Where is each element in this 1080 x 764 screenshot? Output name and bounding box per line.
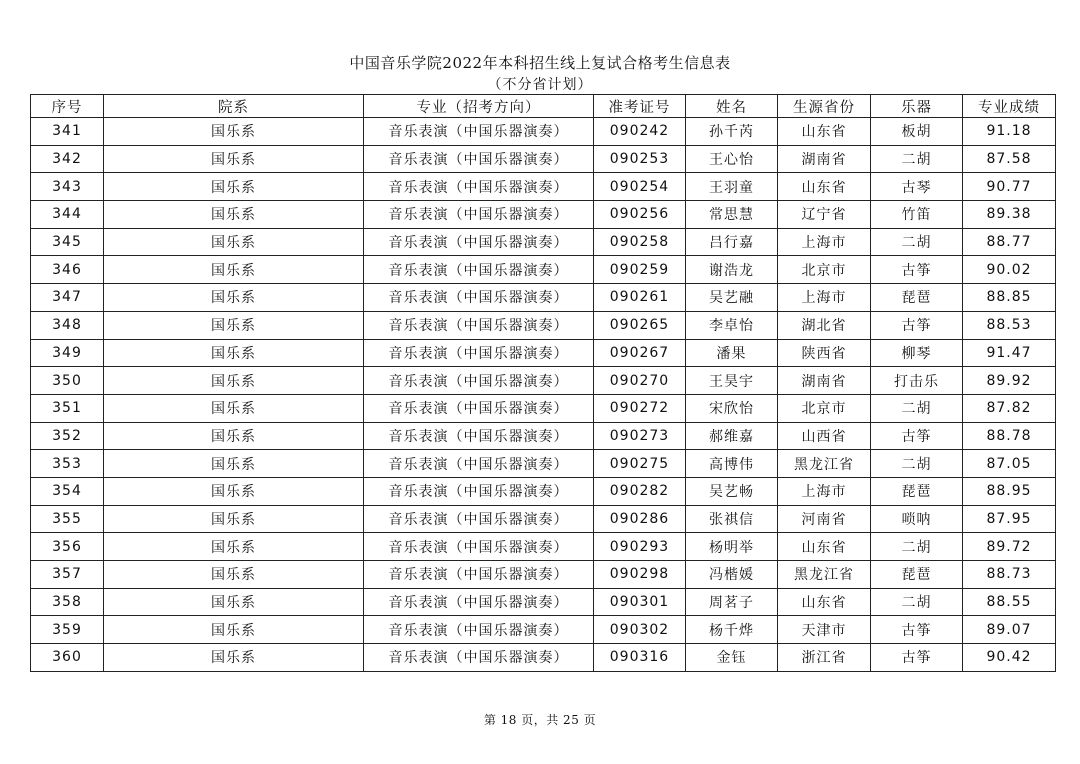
cell-score: 88.85 xyxy=(963,284,1056,312)
cell-major: 音乐表演（中国乐器演奏） xyxy=(364,201,594,229)
cell-index: 342 xyxy=(31,145,104,173)
cell-name: 冯楷媛 xyxy=(686,561,778,589)
cell-score: 88.73 xyxy=(963,561,1056,589)
cell-index: 353 xyxy=(31,450,104,478)
cell-index: 359 xyxy=(31,616,104,644)
cell-major: 音乐表演（中国乐器演奏） xyxy=(364,450,594,478)
cell-exam-id: 090272 xyxy=(594,394,686,422)
cell-major: 音乐表演（中国乐器演奏） xyxy=(364,505,594,533)
cell-department: 国乐系 xyxy=(104,477,364,505)
cell-name: 高博伟 xyxy=(686,450,778,478)
cell-instrument: 二胡 xyxy=(871,533,963,561)
cell-province: 黑龙江省 xyxy=(778,450,871,478)
cell-name: 周茗子 xyxy=(686,588,778,616)
cell-name: 宋欣怡 xyxy=(686,394,778,422)
admission-table xyxy=(30,94,1056,672)
cell-instrument: 古筝 xyxy=(871,616,963,644)
cell-department: 国乐系 xyxy=(104,228,364,256)
cell-province: 上海市 xyxy=(778,477,871,505)
cell-name: 金钰 xyxy=(686,644,778,672)
document-subtitle: （不分省计划） xyxy=(487,77,593,93)
cell-exam-id: 090265 xyxy=(594,311,686,339)
cell-instrument: 唢呐 xyxy=(871,505,963,533)
cell-exam-id: 090282 xyxy=(594,477,686,505)
cell-score: 89.38 xyxy=(963,201,1056,229)
cell-major: 音乐表演（中国乐器演奏） xyxy=(364,422,594,450)
cell-index: 355 xyxy=(31,505,104,533)
header-name: 姓名 xyxy=(686,95,778,118)
cell-province: 山西省 xyxy=(778,422,871,450)
cell-score: 87.95 xyxy=(963,505,1056,533)
cell-exam-id: 090293 xyxy=(594,533,686,561)
header-instrument: 乐器 xyxy=(871,95,963,118)
cell-province: 陕西省 xyxy=(778,339,871,367)
cell-instrument: 二胡 xyxy=(871,450,963,478)
cell-department: 国乐系 xyxy=(104,505,364,533)
cell-exam-id: 090301 xyxy=(594,588,686,616)
cell-instrument: 琵琶 xyxy=(871,284,963,312)
cell-instrument: 打击乐 xyxy=(871,367,963,395)
cell-department: 国乐系 xyxy=(104,339,364,367)
table-row xyxy=(31,644,1056,672)
cell-department: 国乐系 xyxy=(104,588,364,616)
cell-province: 北京市 xyxy=(778,256,871,284)
cell-name: 杨千烨 xyxy=(686,616,778,644)
cell-exam-id: 090267 xyxy=(594,339,686,367)
cell-name: 吴艺畅 xyxy=(686,477,778,505)
cell-department: 国乐系 xyxy=(104,284,364,312)
cell-province: 山东省 xyxy=(778,118,871,146)
cell-instrument: 琵琶 xyxy=(871,477,963,505)
cell-department: 国乐系 xyxy=(104,616,364,644)
cell-exam-id: 090273 xyxy=(594,422,686,450)
cell-index: 352 xyxy=(31,422,104,450)
table-row xyxy=(31,450,1056,478)
cell-score: 89.92 xyxy=(963,367,1056,395)
cell-name: 王昊宇 xyxy=(686,367,778,395)
cell-major: 音乐表演（中国乐器演奏） xyxy=(364,367,594,395)
table-row xyxy=(31,339,1056,367)
cell-province: 上海市 xyxy=(778,228,871,256)
cell-province: 山东省 xyxy=(778,588,871,616)
cell-province: 上海市 xyxy=(778,284,871,312)
header-major: 专业（招考方向） xyxy=(364,95,594,118)
cell-name: 王羽童 xyxy=(686,173,778,201)
cell-department: 国乐系 xyxy=(104,644,364,672)
cell-major: 音乐表演（中国乐器演奏） xyxy=(364,173,594,201)
cell-major: 音乐表演（中国乐器演奏） xyxy=(364,561,594,589)
cell-major: 音乐表演（中国乐器演奏） xyxy=(364,394,594,422)
table-row xyxy=(31,118,1056,146)
cell-province: 黑龙江省 xyxy=(778,561,871,589)
table-header-row xyxy=(31,95,1056,118)
cell-score: 88.95 xyxy=(963,477,1056,505)
document-title: 中国音乐学院2022年本科招生线上复试合格考生信息表 xyxy=(349,54,731,72)
table-row xyxy=(31,477,1056,505)
cell-instrument: 竹笛 xyxy=(871,201,963,229)
cell-department: 国乐系 xyxy=(104,394,364,422)
cell-department: 国乐系 xyxy=(104,145,364,173)
cell-instrument: 二胡 xyxy=(871,588,963,616)
cell-score: 90.77 xyxy=(963,173,1056,201)
cell-instrument: 古琴 xyxy=(871,173,963,201)
table-row xyxy=(31,394,1056,422)
cell-instrument: 琵琶 xyxy=(871,561,963,589)
header-index: 序号 xyxy=(31,95,104,118)
cell-department: 国乐系 xyxy=(104,118,364,146)
table-row xyxy=(31,588,1056,616)
table-row xyxy=(31,505,1056,533)
cell-major: 音乐表演（中国乐器演奏） xyxy=(364,118,594,146)
cell-department: 国乐系 xyxy=(104,173,364,201)
table-row xyxy=(31,533,1056,561)
cell-department: 国乐系 xyxy=(104,561,364,589)
cell-name: 郝维嘉 xyxy=(686,422,778,450)
table-row xyxy=(31,616,1056,644)
cell-index: 346 xyxy=(31,256,104,284)
cell-province: 山东省 xyxy=(778,173,871,201)
cell-department: 国乐系 xyxy=(104,367,364,395)
cell-score: 88.53 xyxy=(963,311,1056,339)
cell-department: 国乐系 xyxy=(104,256,364,284)
cell-score: 89.72 xyxy=(963,533,1056,561)
cell-province: 辽宁省 xyxy=(778,201,871,229)
cell-score: 90.02 xyxy=(963,256,1056,284)
cell-exam-id: 090298 xyxy=(594,561,686,589)
cell-province: 北京市 xyxy=(778,394,871,422)
table-row xyxy=(31,422,1056,450)
cell-major: 音乐表演（中国乐器演奏） xyxy=(364,588,594,616)
cell-instrument: 古筝 xyxy=(871,644,963,672)
cell-department: 国乐系 xyxy=(104,450,364,478)
header-province: 生源省份 xyxy=(778,95,871,118)
cell-department: 国乐系 xyxy=(104,422,364,450)
cell-major: 音乐表演（中国乐器演奏） xyxy=(364,339,594,367)
cell-index: 354 xyxy=(31,477,104,505)
cell-score: 90.42 xyxy=(963,644,1056,672)
cell-exam-id: 090258 xyxy=(594,228,686,256)
cell-name: 张祺信 xyxy=(686,505,778,533)
cell-index: 347 xyxy=(31,284,104,312)
cell-exam-id: 090259 xyxy=(594,256,686,284)
cell-score: 87.58 xyxy=(963,145,1056,173)
cell-index: 351 xyxy=(31,394,104,422)
cell-score: 88.77 xyxy=(963,228,1056,256)
cell-instrument: 二胡 xyxy=(871,145,963,173)
cell-major: 音乐表演（中国乐器演奏） xyxy=(364,311,594,339)
cell-index: 348 xyxy=(31,311,104,339)
cell-index: 341 xyxy=(31,118,104,146)
cell-instrument: 板胡 xyxy=(871,118,963,146)
table-row xyxy=(31,201,1056,229)
header-department: 院系 xyxy=(104,95,364,118)
cell-major: 音乐表演（中国乐器演奏） xyxy=(364,145,594,173)
table-row xyxy=(31,367,1056,395)
cell-major: 音乐表演（中国乐器演奏） xyxy=(364,228,594,256)
cell-index: 356 xyxy=(31,533,104,561)
table-row xyxy=(31,284,1056,312)
cell-index: 360 xyxy=(31,644,104,672)
cell-index: 358 xyxy=(31,588,104,616)
cell-name: 吴艺融 xyxy=(686,284,778,312)
cell-exam-id: 090275 xyxy=(594,450,686,478)
cell-score: 87.82 xyxy=(963,394,1056,422)
cell-score: 89.07 xyxy=(963,616,1056,644)
cell-exam-id: 090253 xyxy=(594,145,686,173)
table-row xyxy=(31,256,1056,284)
table-row xyxy=(31,228,1056,256)
cell-index: 349 xyxy=(31,339,104,367)
cell-exam-id: 090256 xyxy=(594,201,686,229)
cell-province: 湖北省 xyxy=(778,311,871,339)
cell-score: 88.55 xyxy=(963,588,1056,616)
cell-index: 345 xyxy=(31,228,104,256)
cell-name: 孙千芮 xyxy=(686,118,778,146)
cell-exam-id: 090261 xyxy=(594,284,686,312)
cell-major: 音乐表演（中国乐器演奏） xyxy=(364,284,594,312)
cell-name: 吕行嘉 xyxy=(686,228,778,256)
cell-exam-id: 090302 xyxy=(594,616,686,644)
table-row xyxy=(31,145,1056,173)
cell-instrument: 二胡 xyxy=(871,228,963,256)
cell-name: 李卓怡 xyxy=(686,311,778,339)
cell-index: 343 xyxy=(31,173,104,201)
cell-name: 王心怡 xyxy=(686,145,778,173)
cell-instrument: 古筝 xyxy=(871,422,963,450)
cell-major: 音乐表演（中国乐器演奏） xyxy=(364,644,594,672)
cell-name: 常思慧 xyxy=(686,201,778,229)
table-row xyxy=(31,561,1056,589)
table-row xyxy=(31,311,1056,339)
cell-name: 杨明举 xyxy=(686,533,778,561)
cell-major: 音乐表演（中国乐器演奏） xyxy=(364,616,594,644)
cell-index: 357 xyxy=(31,561,104,589)
cell-exam-id: 090270 xyxy=(594,367,686,395)
cell-score: 87.05 xyxy=(963,450,1056,478)
cell-exam-id: 090286 xyxy=(594,505,686,533)
table-row xyxy=(31,173,1056,201)
cell-instrument: 古筝 xyxy=(871,311,963,339)
table-body xyxy=(31,118,1056,672)
cell-exam-id: 090242 xyxy=(594,118,686,146)
cell-department: 国乐系 xyxy=(104,533,364,561)
cell-index: 344 xyxy=(31,201,104,229)
cell-major: 音乐表演（中国乐器演奏） xyxy=(364,533,594,561)
cell-score: 91.47 xyxy=(963,339,1056,367)
cell-major: 音乐表演（中国乐器演奏） xyxy=(364,256,594,284)
header-exam-id: 准考证号 xyxy=(594,95,686,118)
cell-name: 谢浩龙 xyxy=(686,256,778,284)
cell-instrument: 二胡 xyxy=(871,394,963,422)
cell-province: 湖南省 xyxy=(778,145,871,173)
cell-exam-id: 090254 xyxy=(594,173,686,201)
cell-department: 国乐系 xyxy=(104,201,364,229)
cell-score: 91.18 xyxy=(963,118,1056,146)
cell-department: 国乐系 xyxy=(104,311,364,339)
cell-province: 山东省 xyxy=(778,533,871,561)
cell-score: 88.78 xyxy=(963,422,1056,450)
cell-province: 天津市 xyxy=(778,616,871,644)
cell-exam-id: 090316 xyxy=(594,644,686,672)
header-score: 专业成绩 xyxy=(963,95,1056,118)
cell-province: 浙江省 xyxy=(778,644,871,672)
cell-province: 湖南省 xyxy=(778,367,871,395)
cell-name: 潘果 xyxy=(686,339,778,367)
cell-major: 音乐表演（中国乐器演奏） xyxy=(364,477,594,505)
cell-instrument: 柳琴 xyxy=(871,339,963,367)
cell-index: 350 xyxy=(31,367,104,395)
cell-province: 河南省 xyxy=(778,505,871,533)
cell-instrument: 古筝 xyxy=(871,256,963,284)
page-footer: 第 18 页，共 25 页 xyxy=(483,713,597,727)
